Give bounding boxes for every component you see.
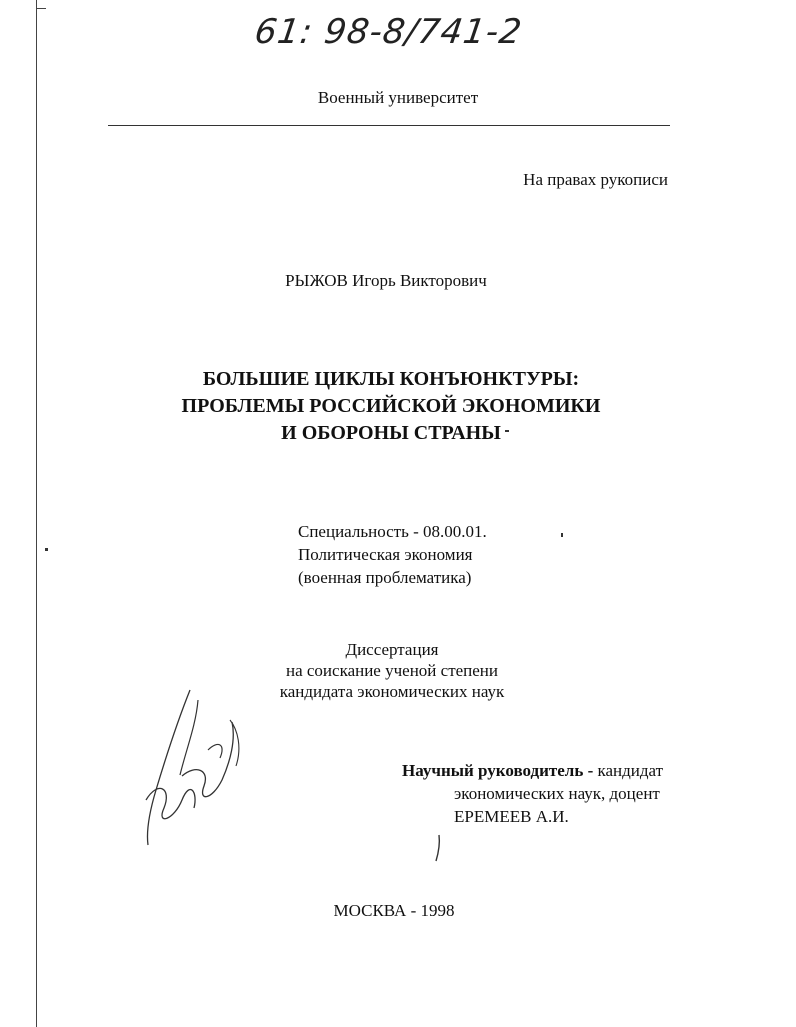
pen-stroke-mark — [433, 833, 445, 863]
title-line-2: ПРОБЛЕМЫ РОССИЙСКОЙ ЭКОНОМИКИ — [181, 395, 601, 417]
scan-edge-tick — [36, 8, 46, 9]
advisor-name: ЕРЕМЕЕВ А.И. — [454, 807, 569, 826]
advisor-block — [402, 759, 663, 828]
author-name: РЫЖОВ Игорь Викторович — [285, 271, 487, 290]
manuscript-rights-note: На правах рукописи — [523, 170, 668, 189]
specialty-code: Специальность - 08.00.01. — [298, 522, 487, 541]
archive-code-handwritten: 61: 98-8/741-2 — [252, 12, 525, 52]
header-divider — [108, 125, 670, 126]
title-line-1: БОЛЬШИЕ ЦИКЛЫ КОНЪЮНКТУРЫ: — [202, 368, 580, 390]
dissertation-label: Диссертация — [345, 640, 439, 659]
dissertation-title — [0, 366, 789, 447]
speck-mark — [505, 430, 509, 432]
specialty-qualifier: (военная проблематика) — [298, 568, 472, 587]
handwritten-signature — [138, 680, 248, 850]
institution-name: Военный университет — [317, 88, 479, 107]
advisor-degree: кандидат — [593, 761, 664, 780]
degree-field: кандидата экономических наук — [279, 682, 505, 701]
speck-mark — [561, 533, 563, 537]
degree-line: на соискание ученой степени — [285, 661, 499, 680]
advisor-role-label: Научный руководитель - — [402, 761, 594, 780]
advisor-title: экономических наук, доцент — [454, 784, 660, 803]
dissertation-block — [0, 639, 790, 702]
speck-mark — [45, 548, 48, 551]
scan-left-edge — [36, 0, 37, 1027]
city-year: МОСКВА - 1998 — [333, 901, 455, 920]
title-line-3: И ОБОРОНЫ СТРАНЫ — [281, 422, 501, 444]
specialty-name: Политическая экономия — [298, 545, 473, 564]
specialty-block — [298, 520, 487, 589]
